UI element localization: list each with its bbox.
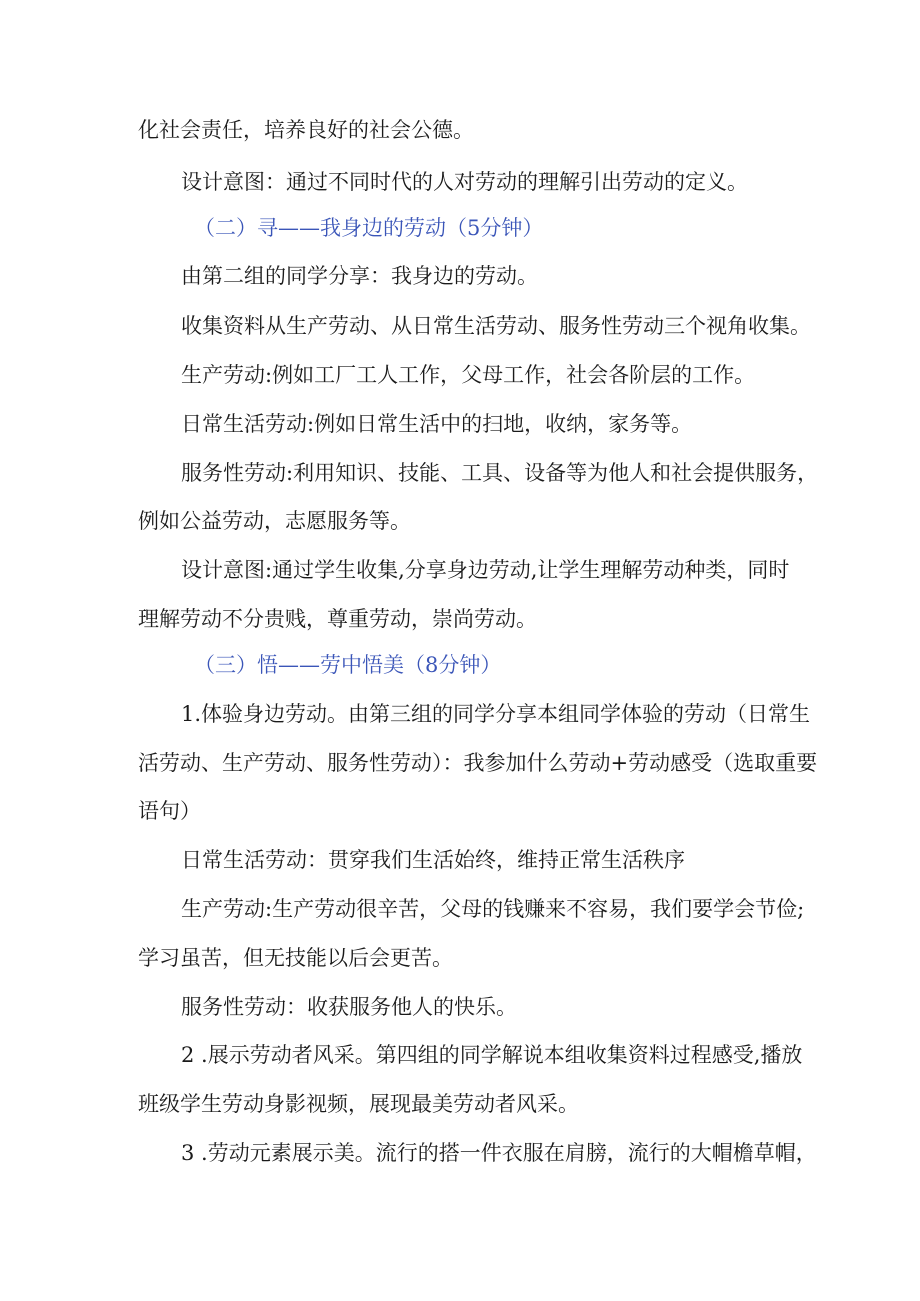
paragraph-line: 服务性劳动：收获服务他人的快乐。 <box>181 995 517 1019</box>
paragraph-line: 学习虽苦，但无技能以后会更苦。 <box>138 946 453 970</box>
paragraph-line: 班级学生劳动身影视频，展现最美劳动者风采。 <box>138 1092 579 1116</box>
section-heading-3: （三）悟——劳中悟美（8分钟） <box>194 653 502 677</box>
paragraph-line: 收集资料从生产劳动、从日常生活劳动、服务性劳动三个视角收集。 <box>181 314 811 338</box>
paragraph-line: 活劳动、生产劳动、服务性劳动）：我参加什么劳动+劳动感受（选取重要 <box>138 751 818 775</box>
paragraph-line: 1.体验身边劳动。由第三组的同学分享本组同学体验的劳动（日常生 <box>181 702 811 726</box>
paragraph-line: 由第二组的同学分享：我身边的劳动。 <box>181 264 538 288</box>
paragraph-line: 例如公益劳动，志愿服务等。 <box>138 509 411 533</box>
paragraph-line: 化社会责任，培养良好的社会公德。 <box>138 118 474 142</box>
paragraph-line: 日常生活劳动:例如日常生活中的扫地，收纳，家务等。 <box>181 412 693 436</box>
paragraph-line: 语句） <box>138 799 201 823</box>
paragraph-line: 服务性劳动:利用知识、技能、工具、设备等为他人和社会提供服务， <box>181 461 819 485</box>
section-heading-2: （二）寻——我身边的劳动（5分钟） <box>194 216 544 240</box>
paragraph-line: 日常生活劳动：贯穿我们生活始终，维持正常生活秩序 <box>181 848 685 872</box>
design-intent-line: 设计意图：通过不同时代的人对劳动的理解引出劳动的定义。 <box>181 170 748 194</box>
paragraph-line: 生产劳动:生产劳动很辛苦，父母的钱赚来不容易，我们要学会节俭; <box>181 897 805 921</box>
paragraph-line: 2 .展示劳动者风采。第四组的同学解说本组收集资料过程感受,播放 <box>181 1043 803 1067</box>
paragraph-line: 理解劳动不分贵贱，尊重劳动，崇尚劳动。 <box>138 607 537 631</box>
paragraph-line: 3 .劳动元素展示美。流行的搭一件衣服在肩膀，流行的大帽檐草帽， <box>181 1141 817 1165</box>
paragraph-line: 生产劳动:例如工厂工人工作，父母工作，社会各阶层的工作。 <box>181 363 756 387</box>
design-intent-line: 设计意图:通过学生收集,分享身边劳动,让学生理解劳动种类，同时 <box>181 558 790 582</box>
